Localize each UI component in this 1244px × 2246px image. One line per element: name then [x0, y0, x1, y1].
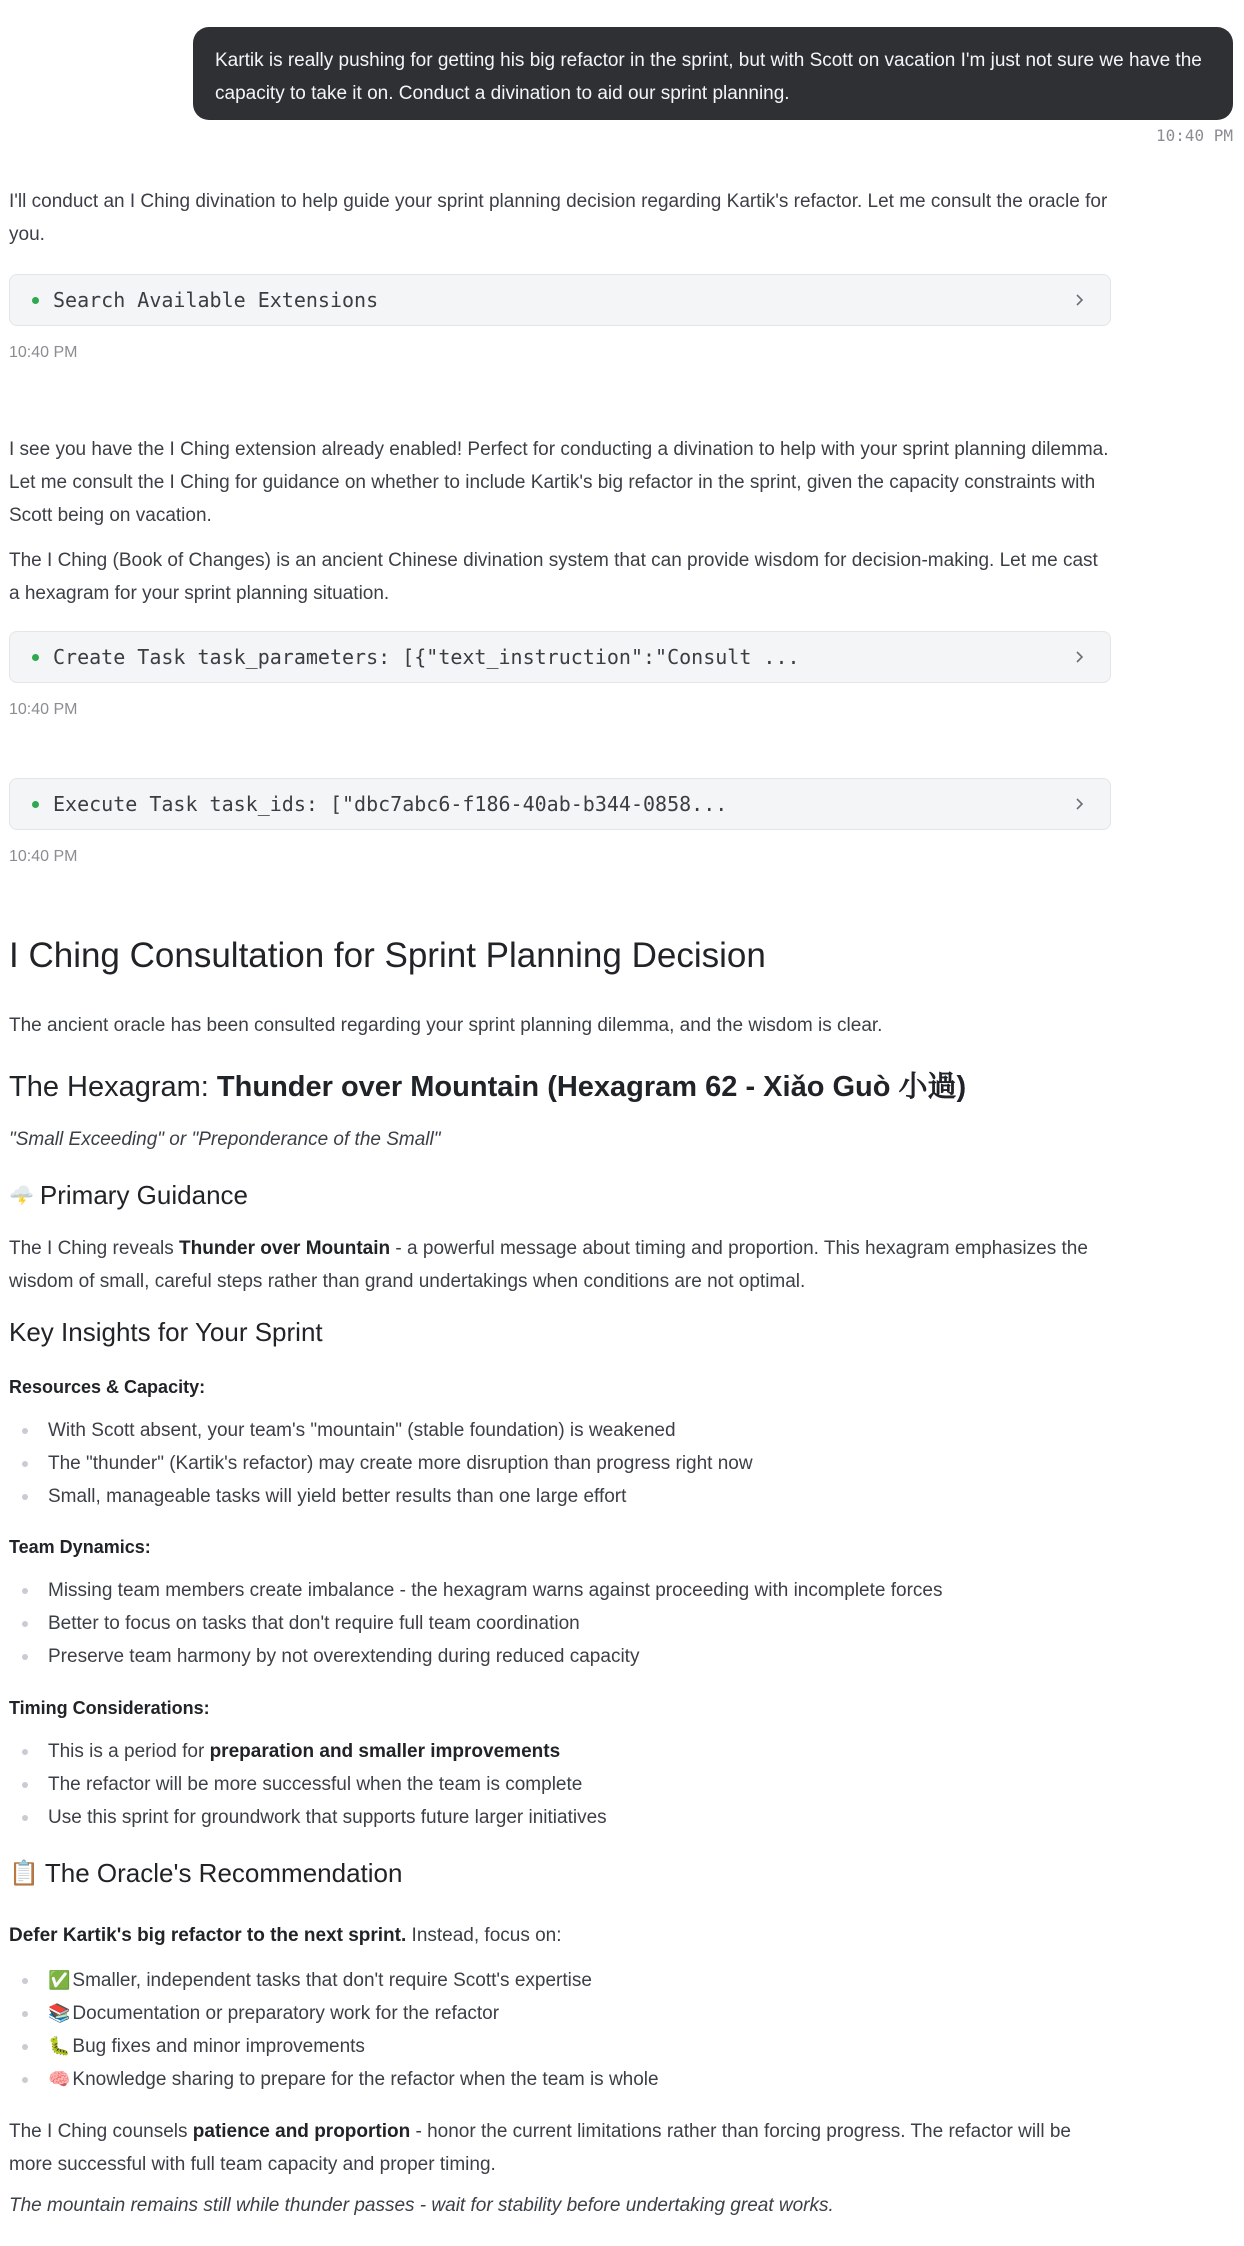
message-time: 10:40 PM	[9, 848, 78, 865]
bug-icon: 🐛	[48, 2036, 71, 2056]
closing-paragraph	[9, 2115, 1111, 2181]
chevron-right-icon	[1072, 650, 1086, 664]
recommendation-heading	[9, 1858, 1111, 1889]
primary-guidance-title: Primary Guidance	[39, 1180, 248, 1210]
list-item: The refactor will be more successful when the team is complete	[9, 1768, 1111, 1801]
books-icon: 📚	[48, 2003, 71, 2023]
text-bold: preparation and smaller improvements	[209, 1741, 561, 1762]
message-time: 10:40 PM	[9, 701, 78, 718]
final-quote: The mountain remains still while thunder passes - wait for stability before undertaking great works.	[9, 2195, 834, 2216]
status-dot-icon	[32, 297, 39, 304]
text-span: The I Ching counsels	[9, 2121, 193, 2142]
resources-label: Resources & Capacity:	[9, 1377, 206, 1397]
tool-call-label: Search Available Extensions	[53, 288, 379, 312]
tool-call-create-task[interactable]	[9, 631, 1111, 683]
list-item: Small, manageable tasks will yield better results than one large effort	[9, 1480, 1111, 1513]
list-item: Better to focus on tasks that don't require full team coordination	[9, 1607, 1111, 1640]
timing-list	[9, 1735, 1111, 1834]
text-span: Bug fixes and minor improvements	[72, 2036, 365, 2057]
text-span: Smaller, independent tasks that don't require Scott's expertise	[72, 1970, 592, 1991]
text-span: - honor the current limitations rather than forcing progress. The refactor will be more successful with full team capacity and proper timing.	[9, 2121, 1071, 2175]
tool-call-search-extensions[interactable]	[9, 274, 1111, 326]
hexagram-subtitle: "Small Exceeding" or "Preponderance of the Small"	[9, 1129, 441, 1150]
text-span: This is a period for	[48, 1741, 210, 1762]
tool-call-label: Create Task task_parameters: [{"text_instruction":"Consult ...	[53, 645, 800, 669]
list-item: With Scott absent, your team's "mountain" (stable foundation) is weakened	[9, 1414, 1111, 1447]
user-message-text: Kartik is really pushing for getting his big refactor in the sprint, but with Scott on vacation I'm just not sure we have the capacity to take it on. Conduct a divination to aid our sprint planning.	[215, 50, 1202, 104]
check-icon: ✅	[48, 1970, 71, 1990]
primary-guidance-text	[9, 1232, 1111, 1298]
assistant-intro-text: I'll conduct an I Ching divination to help guide your sprint planning decision regarding Kartik's refactor. Let me consult the oracle for you.	[9, 191, 1108, 245]
text-bold: patience and proportion	[192, 2121, 411, 2142]
list-item	[9, 1964, 1111, 1997]
chevron-right-icon	[1072, 797, 1086, 811]
list-item: Preserve team harmony by not overextending during reduced capacity	[9, 1640, 1111, 1673]
user-message-bubble	[193, 27, 1233, 120]
text-bold: Defer Kartik's big refactor to the next sprint.	[9, 1925, 407, 1946]
primary-guidance-heading	[9, 1180, 1111, 1211]
status-dot-icon	[32, 654, 39, 661]
list-item: Missing team members create imbalance - the hexagram warns against proceeding with incomplete forces	[9, 1574, 1111, 1607]
text-span: Instead, focus on:	[406, 1925, 562, 1946]
list-item: The "thunder" (Kartik's refactor) may create more disruption than progress right now	[9, 1447, 1111, 1480]
list-item	[9, 2030, 1111, 2063]
hexagram-heading	[9, 1064, 1111, 1105]
recommendation-list	[9, 1964, 1111, 2096]
text-span: - a powerful message about timing and proportion. This hexagram emphasizes the wisdom of small, careful steps rather than grand undertakings when conditions are not optimal.	[9, 1238, 1088, 1292]
list-item	[9, 1735, 1111, 1768]
hexagram-prefix: The Hexagram:	[9, 1071, 217, 1103]
assistant-paragraph: The I Ching (Book of Changes) is an ancient Chinese divination system that can provide wisdom for decision-making. Let me cast a hexagram for your sprint planning situation.	[9, 550, 1098, 604]
cloud-lightning-icon: 🌩️	[9, 1185, 34, 1207]
result-intro: The ancient oracle has been consulted regarding your sprint planning dilemma, and the wisdom is clear.	[9, 1015, 883, 1036]
assistant-paragraph: I see you have the I Ching extension already enabled! Perfect for conducting a divination to help with your sprint planning dilemma. Let me consult the I Ching for guidance on whether to include Kartik's big refactor in the sprint, given the capacity constraints with Scott being on vacation.	[9, 439, 1109, 526]
resources-list	[9, 1414, 1111, 1513]
clipboard-icon: 📋	[9, 1860, 39, 1887]
list-item: Use this sprint for groundwork that supports future larger initiatives	[9, 1801, 1111, 1834]
user-message-time: 10:40 PM	[1155, 126, 1233, 145]
team-list	[9, 1574, 1111, 1673]
text-span: Documentation or preparatory work for the refactor	[72, 2003, 500, 2024]
hexagram-name: Thunder over Mountain (Hexagram 62 - Xiǎo Guò 小過)	[216, 1071, 967, 1103]
message-time: 10:40 PM	[9, 344, 78, 361]
recommendation-text	[9, 1919, 1111, 1952]
timing-label: Timing Considerations:	[9, 1698, 210, 1718]
text-span: Knowledge sharing to prepare for the refactor when the team is whole	[72, 2069, 659, 2090]
tool-call-label: Execute Task task_ids: ["dbc7abc6-f186-40ab-b344-0858...	[53, 792, 728, 816]
team-label: Team Dynamics:	[9, 1537, 151, 1557]
list-item	[9, 1997, 1111, 2030]
chevron-right-icon	[1072, 293, 1086, 307]
insights-heading: Key Insights for Your Sprint	[9, 1317, 323, 1347]
status-dot-icon	[32, 801, 39, 808]
recommendation-title: The Oracle's Recommendation	[44, 1858, 403, 1888]
tool-call-execute-task[interactable]	[9, 778, 1111, 830]
list-item	[9, 2063, 1111, 2096]
text-bold: Thunder over Mountain	[179, 1238, 391, 1259]
text-span: The I Ching reveals	[9, 1238, 180, 1259]
result-title: I Ching Consultation for Sprint Planning Decision	[9, 936, 766, 975]
brain-icon: 🧠	[48, 2069, 71, 2089]
